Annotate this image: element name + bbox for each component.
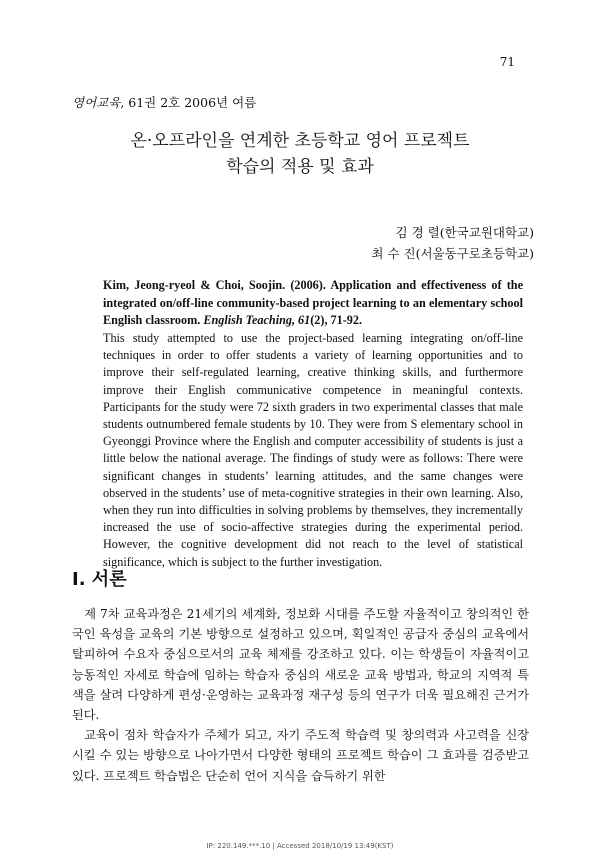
page-number: 71 (499, 55, 515, 69)
paper-title (60, 128, 540, 180)
journal-name: 영어교육 (72, 95, 121, 110)
title-line-1: 온·오프라인을 연계한 초등학교 영어 프로젝트 (130, 131, 470, 151)
citation (103, 277, 523, 330)
body-paragraph-2: 교육이 점차 학습자가 주체가 되고, 자기 주도적 학습력 및 창의력과 사고력을 신장시킬 수 있는 방향으로 나아가면서 다양한 형태의 프로젝트 학습이 그 효과를 검증받고 있다. 프로젝트 학습법은 단순히 언어 지식을 습득하기 위한 (72, 728, 529, 783)
access-footer: IP: 220.149.***.10 | Accessed 2018/10/19 13:49(KST) (206, 842, 394, 850)
author-list (371, 222, 534, 264)
body-paragraph-1: 제 7차 교육과정은 21세기의 세계화, 정보화 시대를 주도할 자율적이고 창의적인 한국인 육성을 교육의 기본 방향으로 설정하고 있으며, 획일적인 공급자 중심의 교육에서 탈피하여 수요자 중심으로서의 교육 체제를 강조하고 있다. 이는 학생들이 자율적이고 능동적인 자세로 학습에 임하는 학습자 중심의 새로운 교육 방법과, 학교의 지역적 특색을 살려 다양하게 편성·운영하는 교육과정 재구성 등의 연구가 더욱 필요해진 근거가 된다. (72, 607, 529, 723)
title-line-2: 학습의 적용 및 효과 (226, 157, 374, 177)
author-2: 최 수 진(서울동구로초등학교) (371, 246, 534, 261)
citation-main: Kim, Jeong-ryeol & Choi, Soojin. (2006). Application and effectiveness of the integrated on/off-line community-based project learning to an elementary school English classroom. (103, 278, 523, 327)
author-1: 김 경 렬(한국교원대학교) (395, 225, 534, 240)
citation-tail: (2), 71-92. (310, 313, 363, 327)
journal-header (72, 93, 256, 111)
citation-journal: English Teaching, 61 (203, 313, 311, 327)
section-heading: I. 서론 (72, 569, 127, 590)
abstract: This study attempted to use the project-based learning integrating on/off-line techniques in order to offer students a variety of learning opportunities and to improve their self-regulated learning, creative thinking skills, and furthermore improve their English communicative competence in meaningful contexts. Participants for the study were 72 sixth graders in two experimental classes that male students outnumbered female students by 10. They were from S elementary school in Gyeonggi Province where the English and computer accessibility of students is just a little below the national average. The findings of study were as follows: There were significant changes in students’ learning attitudes, and the same changes were observed in the students’ use of meta-cognitive strategies in their own learning. Also, when they run into difficulties in solving problems by themselves, they incrementally increased the use of socio-affective strategies during the experimental period. However, the cognitive development did not reach to the level of statistical significance, which is subject to the further investigation. (103, 331, 523, 569)
journal-issue: , 61권 2호 2006년 여름 (120, 95, 257, 110)
body-text (72, 604, 529, 786)
